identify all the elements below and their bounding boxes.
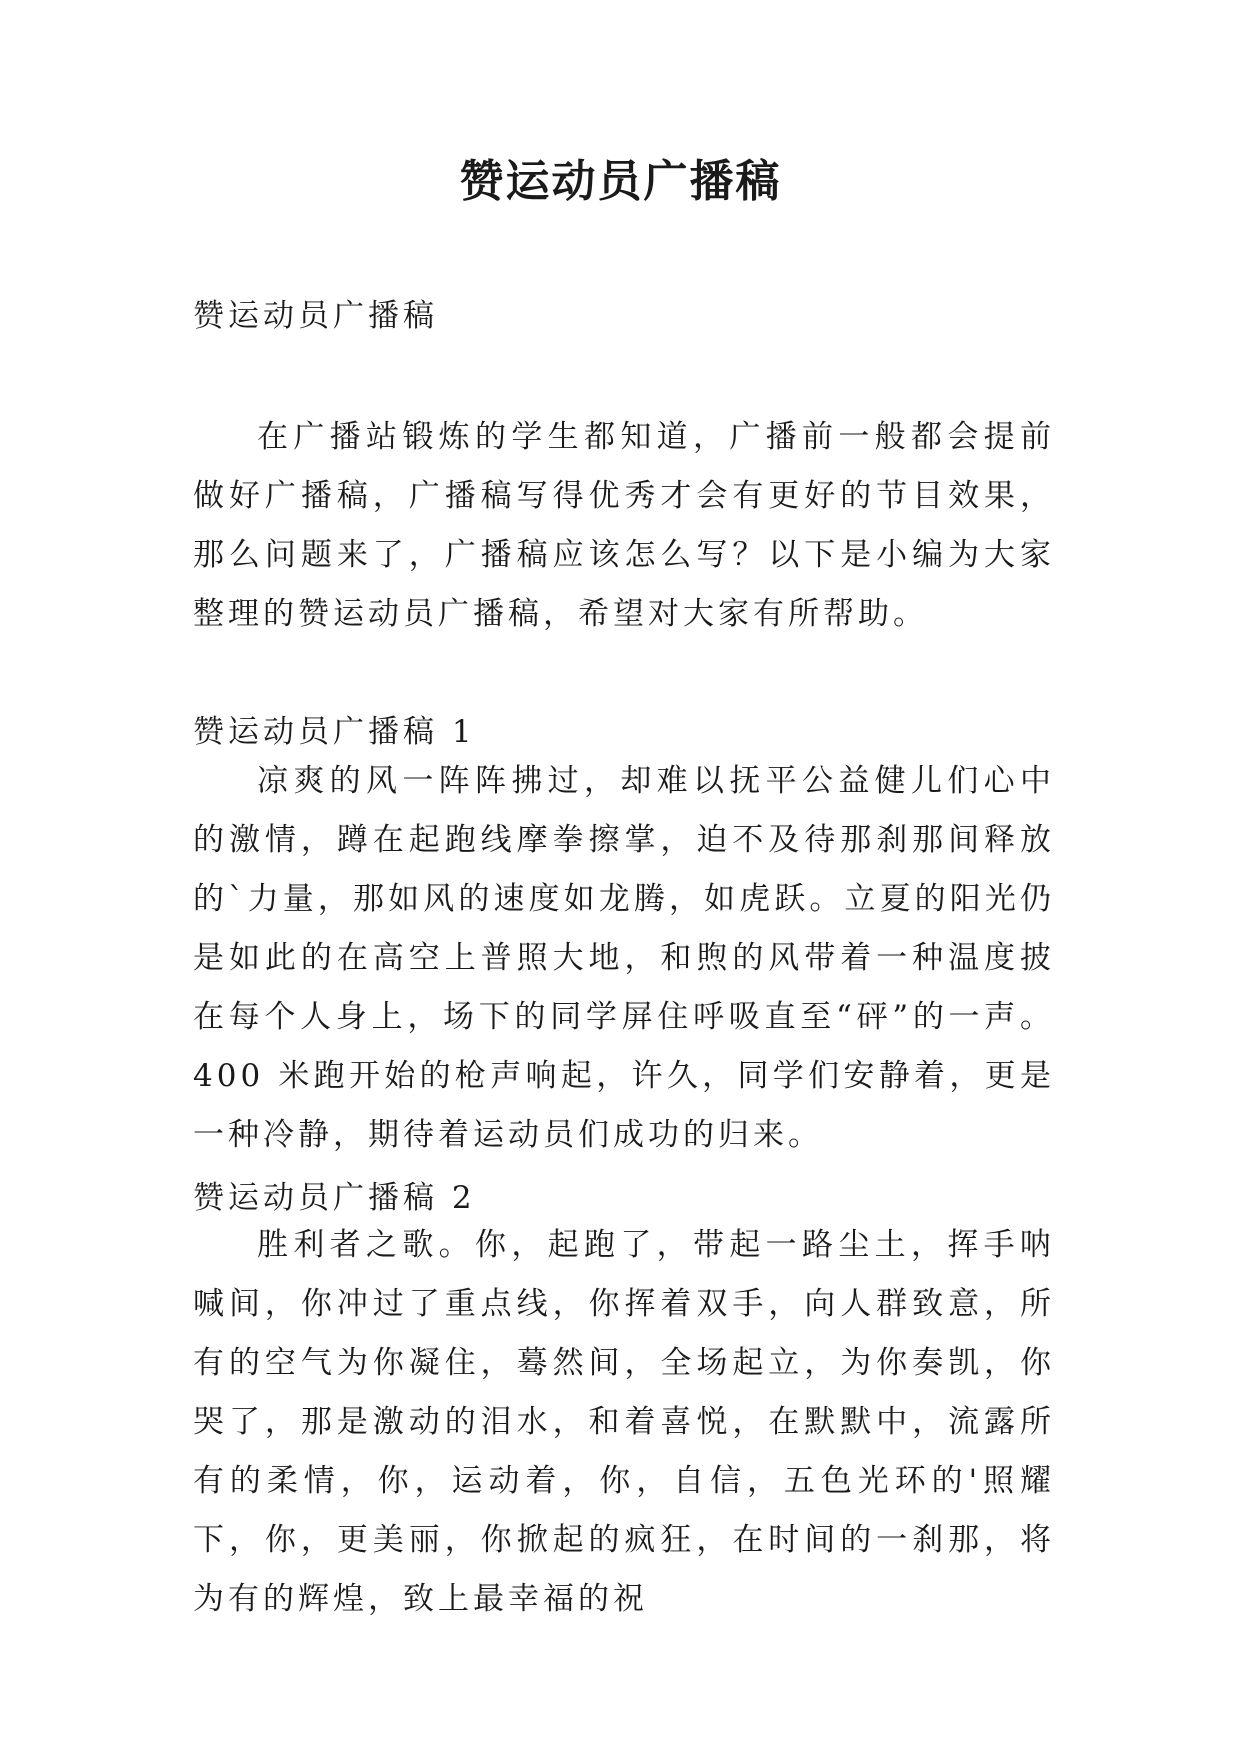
section-heading-2: 赞运动员广播稿 2 — [193, 1180, 476, 1216]
intro-paragraph: 在广播站锻炼的学生都知道，广播前一般都会提前做好广播稿，广播稿写得优秀才会有更好的节目效果，那么问题来了，广播稿应该怎么写？以下是小编为大家整理的赞运动员广播稿，希望对大家有所帮助。 — [193, 419, 1055, 632]
section-paragraph-1: 凉爽的风一阵阵拂过，却难以抚平公益健儿们心中的激情，蹲在起跑线摩拳擦掌，迫不及待那刹那间释放的`力量，那如风的速度如龙腾，如虎跃。立夏的阳光仍是如此的在高空上普照大地，和煦的风带着一种温度披在每个人身上，场下的同学屏住呼吸直至“砰”的一声。400 米跑开始的枪声响起，许久，同学们安静着，更是一种冷静，期待着运动员们成功的归来。 — [193, 763, 1055, 1153]
section-paragraph-2: 胜利者之歌。你，起跑了，带起一路尘土，挥手呐喊间，你冲过了重点线，你挥着双手，向人群致意，所有的空气为你凝住，蓦然间，全场起立，为你奏凯，你哭了，那是激动的泪水，和着喜悦，在默默中，流露所有的柔情，你，运动着，你，自信，五色光环的'照耀下，你，更美丽，你掀起的疯狂，在时间的一刹那，将为有的辉煌，致上最幸福的祝 — [193, 1227, 1055, 1617]
document-subtitle: 赞运动员广播稿 — [193, 298, 438, 334]
document-title: 赞运动员广播稿 — [459, 156, 782, 207]
section-heading-1: 赞运动员广播稿 1 — [193, 714, 476, 750]
